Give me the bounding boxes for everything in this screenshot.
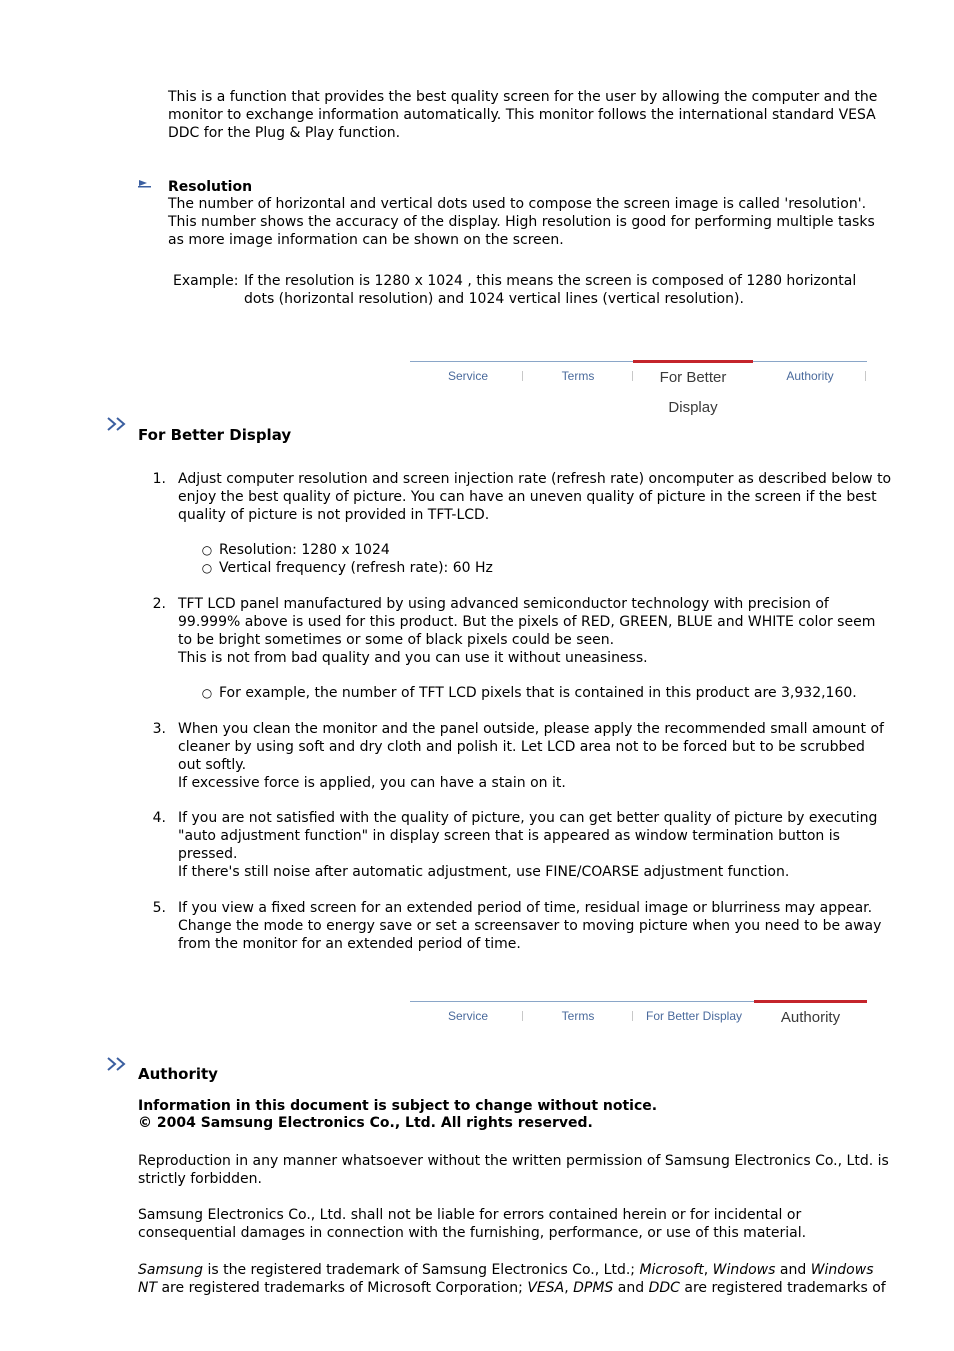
- list-item-line: pressed.: [178, 846, 238, 862]
- nav-tab-terms[interactable]: Terms: [561, 1009, 595, 1023]
- circle-bullet-icon: ○: [201, 543, 213, 557]
- nav-separator: [522, 1011, 523, 1021]
- list-number: 4.: [152, 810, 166, 826]
- trademark-name: Windows: [810, 1262, 874, 1278]
- trademark-text: is the registered trademark of Samsung Electronics Co., Ltd.;: [203, 1262, 640, 1278]
- trademark-name: DPMS: [573, 1280, 614, 1296]
- trademark-name: VESA: [527, 1280, 565, 1296]
- nav-separator: [632, 1011, 633, 1021]
- sub-list-item: Resolution: 1280 x 1024: [219, 542, 390, 558]
- nav-tab-service[interactable]: Service: [447, 1009, 488, 1023]
- nav-tab-service[interactable]: Service: [447, 369, 488, 383]
- nav-tab-authority[interactable]: Authority: [754, 1000, 867, 1033]
- trademark-text: are registered trademarks of: [679, 1280, 886, 1296]
- trademark-name: Samsung: [138, 1262, 204, 1278]
- trademark-name: DDC: [648, 1280, 680, 1296]
- list-item-line: If you view a fixed screen for an extended period of time, residual image or blurriness may appear.: [178, 900, 873, 916]
- trademark-text: and: [613, 1280, 649, 1296]
- resolution-title: Resolution: [168, 179, 253, 195]
- list-number: 5.: [152, 900, 166, 916]
- authority-notice-2: © 2004 Samsung Electronics Co., Ltd. All rights reserved.: [138, 1115, 593, 1131]
- authority-para-2: Samsung Electronics Co., Ltd. shall not be liable for errors contained herein or for incidental or: [138, 1207, 802, 1223]
- double-chevron-icon: [107, 1056, 129, 1072]
- list-item-line: quality of picture is not provided in TFT-LCD.: [178, 507, 490, 523]
- arrow-icon: [138, 178, 152, 188]
- resolution-line-2: This number shows the accuracy of the display. High resolution is good for performing multiple tasks: [168, 214, 875, 230]
- list-item-line: If excessive force is applied, you can have a stain on it.: [178, 775, 566, 791]
- example-line-1: If the resolution is 1280 x 1024 , this means the screen is composed of 1280 horizontal: [244, 273, 857, 289]
- resolution-line-3: as more image information can be shown on the screen.: [168, 232, 564, 248]
- nav-tab-terms[interactable]: Terms: [561, 369, 595, 383]
- intro-line-3: DDC for the Plug & Play function.: [168, 125, 401, 141]
- nav-tab-authority[interactable]: Authority: [786, 369, 834, 383]
- list-number: 2.: [152, 596, 166, 612]
- list-item-line: If there's still noise after automatic adjustment, use FINE/COARSE adjustment function.: [178, 864, 790, 880]
- authority-para-1: Reproduction in any manner whatsoever without the written permission of Samsung Electronics Co., Ltd. is: [138, 1153, 889, 1169]
- authority-notice-1: Information in this document is subject to change without notice.: [138, 1098, 658, 1114]
- trademark-text: and: [775, 1262, 811, 1278]
- trademark-name: Windows: [712, 1262, 776, 1278]
- circle-bullet-icon: ○: [201, 561, 213, 575]
- authority-para-1: strictly forbidden.: [138, 1171, 262, 1187]
- example-line-2: dots (horizontal resolution) and 1024 vertical lines (vertical resolution).: [244, 291, 744, 307]
- list-item-line: "auto adjustment function" in display screen that is appeared as window termination button is: [178, 828, 840, 844]
- nav-separator: [522, 371, 523, 381]
- list-item-line: When you clean the monitor and the panel outside, please apply the recommended small amount of: [178, 721, 884, 737]
- trademark-line-1: [138, 1261, 874, 1279]
- nav-tab-better-display[interactable]: For Better Display: [645, 1009, 743, 1023]
- resolution-line-1: The number of horizontal and vertical dots used to compose the screen image is called 'resolution'.: [168, 196, 867, 212]
- list-item-line: TFT LCD panel manufactured by using advanced semiconductor technology with precision of: [178, 596, 829, 612]
- trademark-text: ,: [564, 1280, 574, 1296]
- sub-list-item: Vertical frequency (refresh rate): 60 Hz: [219, 560, 493, 576]
- trademark-text: are registered trademarks of Microsoft Corporation;: [157, 1280, 528, 1296]
- list-item-line: If you are not satisfied with the quality of picture, you can get better quality of picture by executing: [178, 810, 878, 826]
- intro-line-2: monitor to exchange information automatically. This monitor follows the international standard VESA: [168, 107, 876, 123]
- section-nav-2: [410, 1001, 867, 1031]
- list-item-line: out softly.: [178, 757, 247, 773]
- trademark-name: Microsoft: [639, 1262, 704, 1278]
- authority-title: Authority: [138, 1065, 218, 1083]
- list-item-line: from the monitor for an extended period of time.: [178, 936, 521, 952]
- list-item-line: 99.999% above is used for this product. But the pixels of RED, GREEN, BLUE and WHITE color seem: [178, 614, 876, 630]
- nav-separator: [865, 371, 866, 381]
- list-item-line: enjoy the best quality of picture. You can have an uneven quality of picture in the screen if the best: [178, 489, 877, 505]
- sub-list-item: For example, the number of TFT LCD pixels that is contained in this product are 3,932,160.: [219, 685, 857, 701]
- trademark-text: ,: [703, 1262, 713, 1278]
- list-item-line: Change the mode to energy save or set a screensaver to moving picture when you need to be away: [178, 918, 882, 934]
- example-label: Example:: [173, 273, 239, 289]
- nav-tab-better-display[interactable]: For Better Display: [633, 360, 753, 393]
- list-number: 1.: [152, 471, 166, 487]
- double-chevron-icon: [107, 416, 129, 432]
- better-display-title: For Better Display: [138, 426, 292, 444]
- trademark-line-2: [138, 1279, 886, 1297]
- intro-line-1: This is a function that provides the best quality screen for the user by allowing the computer and the: [168, 89, 878, 105]
- list-item-line: cleaner by using soft and dry cloth and polish it. Let LCD area not to be forced but to be scrubbed: [178, 739, 865, 755]
- circle-bullet-icon: ○: [201, 686, 213, 700]
- list-item-line: This is not from bad quality and you can use it without uneasiness.: [178, 650, 648, 666]
- list-item-line: Adjust computer resolution and screen injection rate (refresh rate) oncomputer as described below to: [178, 471, 892, 487]
- authority-para-2: consequential damages in connection with the furnishing, performance, or use of this material.: [138, 1225, 807, 1241]
- section-nav-1: [410, 361, 867, 416]
- trademark-name: NT: [138, 1280, 158, 1296]
- list-item-line: to be bright sometimes or some of black pixels could be seen.: [178, 632, 615, 648]
- list-number: 3.: [152, 721, 166, 737]
